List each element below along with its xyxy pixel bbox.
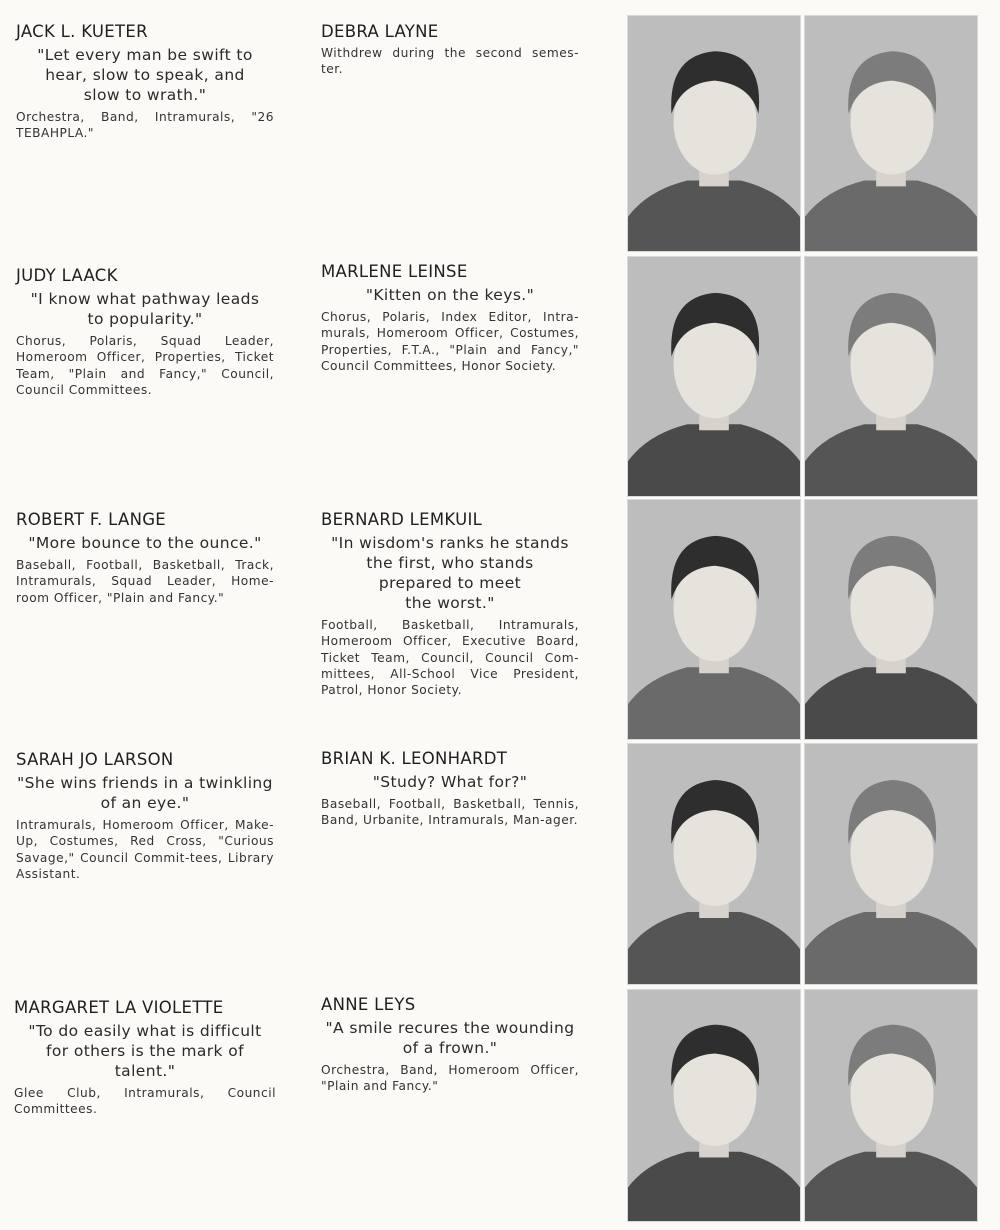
student-entry-lange bbox=[16, 510, 274, 606]
student-name: MARLENE LEINSE bbox=[321, 262, 468, 281]
quote-line: "A smile recures the wounding bbox=[325, 1019, 575, 1037]
portrait-grid bbox=[627, 15, 979, 1222]
student-name: ANNE LEYS bbox=[321, 995, 416, 1014]
student-activities: Orchestra, Band, Homeroom Officer, "Plain and Fancy." bbox=[321, 1063, 579, 1094]
student-name: BRIAN K. LEONHARDT bbox=[321, 749, 508, 768]
portrait-photo bbox=[804, 743, 978, 985]
portrait-image bbox=[805, 257, 977, 496]
student-name: DEBRA LAYNE bbox=[321, 22, 439, 41]
student-name: JACK L. KUETER bbox=[16, 22, 148, 41]
student-entry-leys bbox=[321, 995, 579, 1095]
quote-line: "Kitten on the keys." bbox=[365, 286, 535, 304]
portrait-image bbox=[628, 990, 800, 1221]
quote-line: the first, who stands bbox=[366, 554, 534, 572]
student-name: SARAH JO LARSON bbox=[16, 750, 174, 769]
portrait-image bbox=[805, 744, 977, 984]
portrait-image bbox=[805, 990, 977, 1221]
student-quote bbox=[321, 1018, 579, 1058]
portrait-image bbox=[805, 500, 977, 739]
portrait-photo bbox=[627, 256, 801, 497]
student-name: JUDY LAACK bbox=[16, 266, 118, 285]
student-entry-laack bbox=[16, 266, 274, 398]
quote-line: "Study? What for?" bbox=[372, 773, 528, 791]
portrait-image bbox=[628, 257, 800, 496]
student-quote bbox=[16, 533, 274, 553]
quote-line: slow to wrath." bbox=[83, 86, 207, 104]
student-activities: Intramurals, Homeroom Officer, Make-Up, Costumes, Red Cross, "Curious Savage," Council Commit-tees, Library Assistant. bbox=[16, 818, 274, 881]
student-activities: Chorus, Polaris, Index Editor, Intra-murals, Homeroom Officer, Costumes, Properties, F.T.A., "Plain and Fancy," Council Committees, Honor Society. bbox=[321, 310, 579, 373]
student-activities: Glee Club, Intramurals, Council Committees. bbox=[14, 1086, 276, 1117]
portrait-photo bbox=[804, 15, 978, 252]
portrait-photo bbox=[804, 256, 978, 497]
portrait-photo bbox=[804, 499, 978, 740]
student-quote bbox=[321, 533, 579, 613]
portrait-image bbox=[628, 500, 800, 739]
quote-line: hear, slow to speak, and bbox=[45, 66, 245, 84]
portrait-photo bbox=[804, 989, 978, 1222]
student-activities: Baseball, Football, Basketball, Track, Intramurals, Squad Leader, Home-room Officer, "Plain and Fancy." bbox=[16, 558, 274, 605]
student-name: MARGARET LA VIOLETTE bbox=[14, 998, 224, 1017]
student-activities: Orchestra, Band, Intramurals, "26 TEBAHPLA." bbox=[16, 110, 274, 141]
portrait-image bbox=[805, 16, 977, 251]
quote-line: "She wins friends in a twinkling bbox=[17, 774, 273, 792]
quote-line: of a frown." bbox=[402, 1039, 498, 1057]
student-entry-kueter bbox=[16, 22, 274, 142]
student-activities: Chorus, Polaris, Squad Leader, Homeroom Officer, Properties, Ticket Team, "Plain and Fancy," Council, Council Committees. bbox=[16, 334, 274, 397]
portrait-image bbox=[628, 744, 800, 984]
student-activities: Football, Basketball, Intramurals, Homeroom Officer, Executive Board, Ticket Team, Council, Council Com-mittees, All-School Vice President, Patrol, Honor Society. bbox=[321, 618, 579, 698]
quote-line: "To do easily what is difficult bbox=[28, 1022, 262, 1040]
student-name: ROBERT F. LANGE bbox=[16, 510, 167, 529]
student-quote bbox=[16, 45, 274, 105]
quote-line: the worst." bbox=[405, 594, 495, 612]
portrait-photo bbox=[627, 15, 801, 252]
quote-line: "Let every man be swift to bbox=[37, 46, 253, 64]
student-quote bbox=[16, 289, 274, 329]
student-activities: Withdrew during the second semes-ter. bbox=[321, 46, 579, 77]
student-entry-leinse bbox=[321, 262, 579, 374]
student-activities: Baseball, Football, Basketball, Tennis, Band, Urbanite, Intramurals, Man-ager. bbox=[321, 797, 579, 828]
student-quote bbox=[14, 1021, 276, 1081]
student-entry-leonhardt bbox=[321, 749, 579, 829]
quote-line: for others is the mark of talent." bbox=[45, 1042, 245, 1080]
quote-line: "I know what pathway leads bbox=[30, 290, 260, 308]
portrait-photo bbox=[627, 499, 801, 740]
student-quote bbox=[321, 772, 579, 792]
portrait-photo bbox=[627, 989, 801, 1222]
quote-line: prepared to meet bbox=[378, 574, 522, 592]
quote-line: "More bounce to the ounce." bbox=[28, 534, 262, 552]
portrait-photo bbox=[627, 743, 801, 985]
student-entry-la-violette bbox=[14, 998, 276, 1118]
student-quote bbox=[16, 773, 274, 813]
portrait-image bbox=[628, 16, 800, 251]
student-entry-lemkuil bbox=[321, 510, 579, 698]
quote-line: "In wisdom's ranks he stands bbox=[331, 534, 569, 552]
student-entry-larson bbox=[16, 750, 274, 882]
quote-line: to popularity." bbox=[87, 310, 203, 328]
student-entry-layne bbox=[321, 22, 579, 78]
student-quote bbox=[321, 285, 579, 305]
quote-line: of an eye." bbox=[100, 794, 190, 812]
student-name: BERNARD LEMKUIL bbox=[321, 510, 483, 529]
